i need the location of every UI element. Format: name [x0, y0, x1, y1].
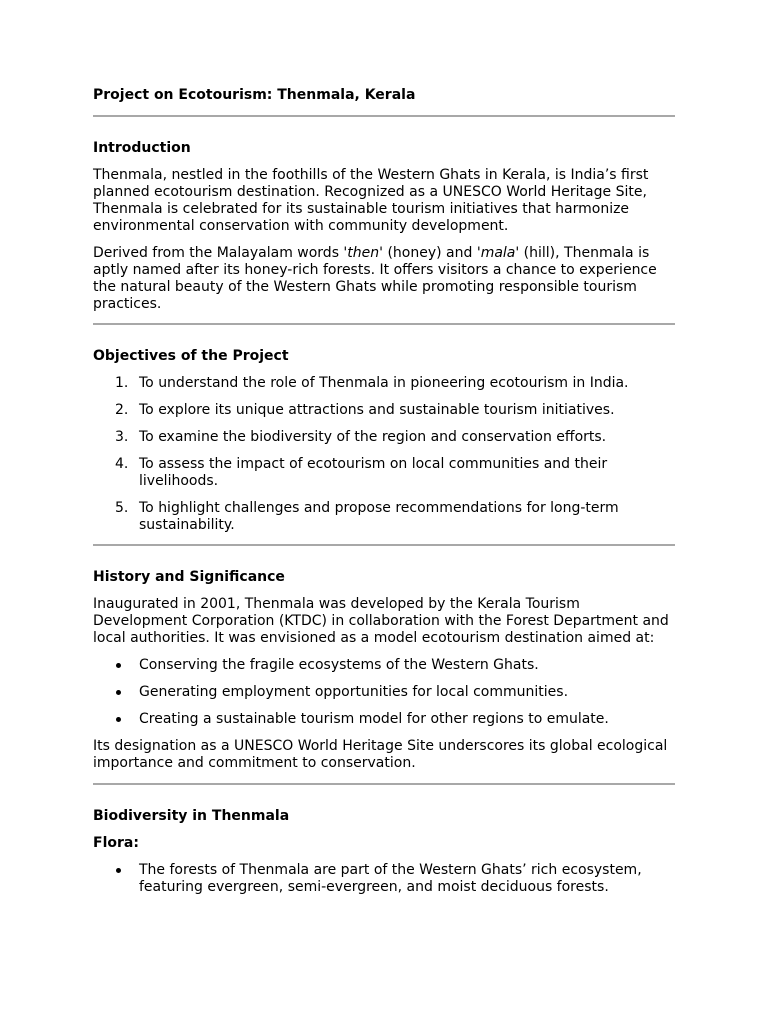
introduction-paragraph-2: [93, 245, 675, 313]
history-bullet-list: [93, 657, 675, 728]
section-divider: [93, 783, 675, 785]
introduction-paragraph-1: Thenmala, nestled in the foothills of the Western Ghats in Kerala, is India’s first planned ecotourism destination. Recognized as a UNESCO World Heritage Site, Thenmala is celebrated for its sustainable tourism initiatives that harmonize environmental conservation with community development.: [93, 167, 649, 234]
section-divider: [93, 544, 675, 546]
list-item-text: The forests of Thenmala are part of the Western Ghats’ rich ecosystem, featuring evergreen, semi-evergreen, and moist deciduous forests.: [139, 862, 642, 895]
document-title: Project on Ecotourism: Thenmala, Kerala: [93, 87, 416, 103]
history-paragraph-1: Inaugurated in 2001, Thenmala was developed by the Kerala Tourism Development Corporation (KTDC) in collaboration with the Forest Department and local authorities. It was envisioned as a model ecotourism destination aimed at:: [93, 596, 669, 646]
list-item-text: Conserving the fragile ecosystems of the Western Ghats.: [139, 657, 539, 673]
section-divider: [93, 115, 675, 117]
list-item: [93, 456, 675, 490]
bullet-icon: [116, 868, 121, 873]
document-page: [93, 87, 675, 896]
paragraph-text: Derived from the Malayalam words ': [93, 245, 348, 261]
list-item-text: To examine the biodiversity of the region and conservation efforts.: [139, 429, 607, 445]
bullet-icon: [116, 717, 121, 722]
list-item: [93, 862, 675, 896]
bullet-icon: [116, 663, 121, 668]
history-heading: History and Significance: [93, 569, 285, 585]
italic-word-then: then: [347, 245, 380, 261]
list-item: [93, 500, 675, 534]
objectives-list: [93, 375, 675, 534]
list-item: [93, 375, 675, 392]
list-item-text: To highlight challenges and propose recommendations for long-term sustainability.: [139, 500, 619, 533]
introduction-heading: Introduction: [93, 140, 191, 156]
paragraph-text: ' (hill), Thenmala is aptly named after its honey-rich forests. It offers visitors a chance to experience the natural beauty of the Western Ghats while promoting responsible tourism practices.: [93, 245, 657, 312]
flora-bullet-list: [93, 862, 675, 896]
bullet-icon: [116, 690, 121, 695]
list-item: [93, 657, 675, 674]
italic-word-mala: mala: [480, 245, 516, 261]
list-item: [93, 429, 675, 446]
list-item: [93, 711, 675, 728]
list-number: 5.: [115, 500, 129, 516]
list-item: [93, 684, 675, 701]
paragraph-text: ' (honey) and ': [379, 245, 481, 261]
objectives-heading: Objectives of the Project: [93, 348, 289, 364]
list-item-text: Creating a sustainable tourism model for other regions to emulate.: [139, 711, 609, 727]
list-number: 4.: [115, 456, 129, 472]
section-divider: [93, 323, 675, 325]
list-number: 1.: [115, 375, 129, 391]
history-paragraph-2: Its designation as a UNESCO World Heritage Site underscores its global ecological importance and commitment to conservation.: [93, 738, 668, 771]
list-number: 3.: [115, 429, 129, 445]
list-item: [93, 402, 675, 419]
list-number: 2.: [115, 402, 129, 418]
list-item-text: To explore its unique attractions and sustainable tourism initiatives.: [139, 402, 615, 418]
flora-heading: Flora:: [93, 835, 139, 851]
biodiversity-heading: Biodiversity in Thenmala: [93, 808, 290, 824]
list-item-text: To understand the role of Thenmala in pioneering ecotourism in India.: [139, 375, 629, 391]
list-item-text: Generating employment opportunities for local communities.: [139, 684, 569, 700]
list-item-text: To assess the impact of ecotourism on local communities and their livelihoods.: [139, 456, 608, 489]
